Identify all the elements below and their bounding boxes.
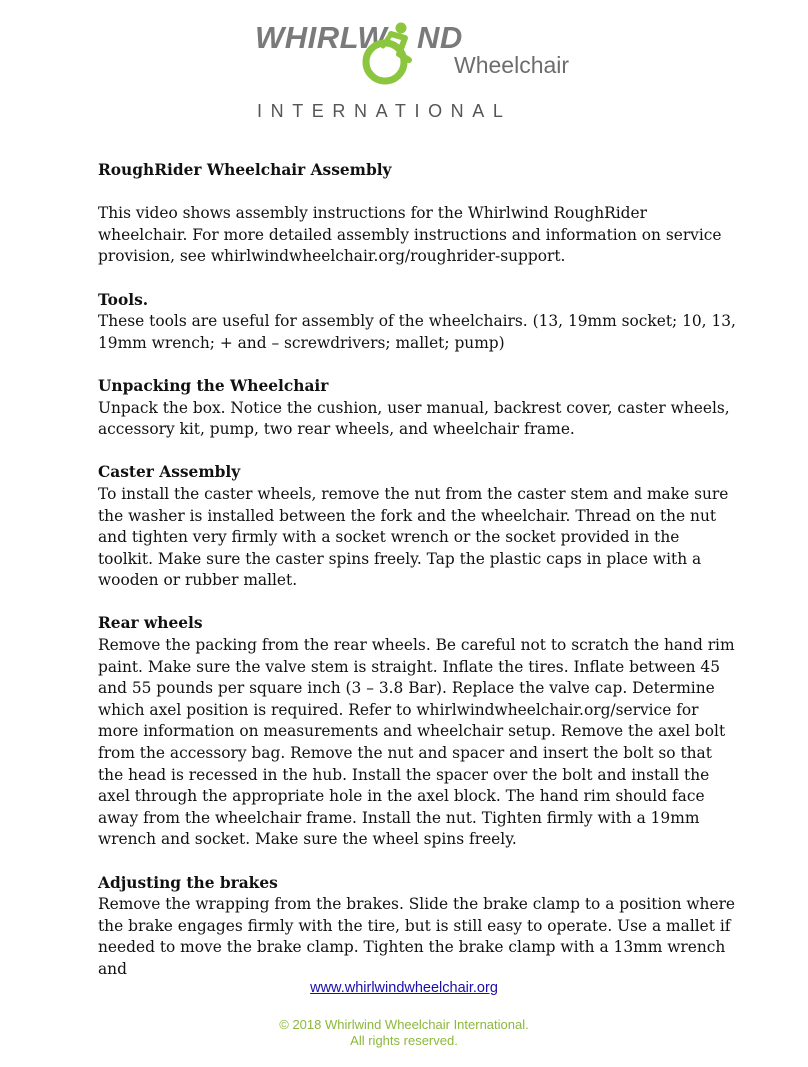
section-heading: Adjusting the brakes <box>98 873 278 892</box>
section-brakes <box>98 873 738 981</box>
copyright-line-2: All rights reserved. <box>350 1033 458 1048</box>
section-body: Remove the wrapping from the brakes. Slide the brake clamp to a position where the brake engages firmly with the tire, but is still easy to operate. Use a mallet if needed to move the brake clamp. Tighten the brake clamp with a 13mm wrench and <box>98 895 736 978</box>
section-body: Remove the packing from the rear wheels. Be careful not to scratch the hand rim paint. Make sure the valve stem is straight. Inflate the tires. Inflate between 45 and 55 pounds per square inch (3 – 3.8 Bar). Replace the valve cap. Determine which axel position is required. Refer to whirlwindwheelchair.org/service for more information on measurements and wheelchair setup. Remove the axel bolt from the accessory bag. Remove the nut and spacer and insert the bolt so that the head is recessed in the hub. Install the spacer over the bolt and install the axel through the appropriate hole in the axel block. The hand rim should face away from the wheelchair frame. Install the nut. Tighten firmly with a 19mm wrench and socket. Make sure the wheel spins freely. <box>98 636 735 849</box>
section-body: These tools are useful for assembly of the wheelchairs. (13, 19mm socket; 10, 13, 19mm wrench; + and – screwdrivers; mallet; pump) <box>98 312 736 352</box>
logo-word-left: WHIRLW <box>255 20 388 55</box>
footer-website-link[interactable]: www.whirlwindwheelchair.org <box>310 980 498 996</box>
logo-tagline: INTERNATIONAL <box>257 101 512 121</box>
logo-word-right: ND <box>417 20 463 55</box>
section-heading: Caster Assembly <box>98 463 241 482</box>
document-title: RoughRider Wheelchair Assembly <box>98 161 392 179</box>
wheelchair-rider-icon <box>361 20 417 86</box>
section-caster-assembly <box>98 462 738 592</box>
section-tools <box>98 290 738 355</box>
section-heading: Unpacking the Wheelchair <box>98 376 329 395</box>
logo-subtitle: Wheelchair <box>454 52 570 78</box>
section-body: To install the caster wheels, remove the nut from the caster stem and make sure the washer is installed between the fork and the wheelchair. Thread on the nut and tighten very firmly with a socket wrench or the socket provided in the toolkit. Make sure the caster spins freely. Tap the plastic caps in place with a wooden or rubber mallet. <box>98 484 729 590</box>
intro-paragraph: This video shows assembly instructions for the Whirlwind RoughRider wheelchair. For more detailed assembly instructions and information on service provision, see whirlwindwheelchair.org/roughrider-support. <box>98 204 722 266</box>
document-body <box>98 160 738 1002</box>
section-rear-wheels <box>98 613 738 851</box>
whirlwind-logo <box>255 14 570 124</box>
section-unpacking <box>98 376 738 441</box>
section-heading: Rear wheels <box>98 614 203 633</box>
footer-copyright <box>0 1017 808 1049</box>
copyright-line-1: © 2018 Whirlwind Wheelchair International. <box>279 1017 529 1032</box>
section-heading: Tools. <box>98 290 149 309</box>
section-body: Unpack the box. Notice the cushion, user manual, backrest cover, caster wheels, accessory kit, pump, two rear wheels, and wheelchair frame. <box>98 398 730 439</box>
